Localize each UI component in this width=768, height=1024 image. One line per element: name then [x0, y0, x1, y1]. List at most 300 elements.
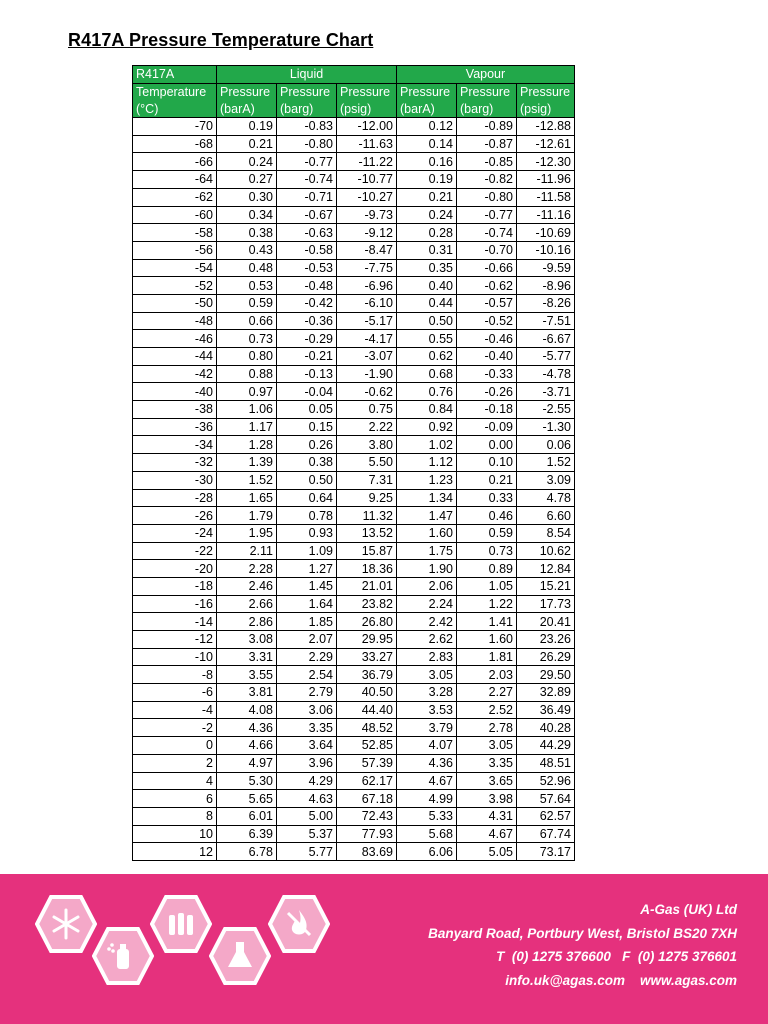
pressure-cell: 2.22	[337, 418, 397, 436]
pressure-cell: 26.80	[337, 613, 397, 631]
table-row	[133, 188, 575, 206]
pressure-cell: 2.78	[457, 719, 517, 737]
pressure-cell: 48.51	[517, 754, 575, 772]
company-contact	[428, 898, 737, 992]
temperature-cell: -36	[133, 418, 217, 436]
unit-header: (barA)	[397, 100, 457, 117]
table-row	[133, 241, 575, 259]
pressure-cell: 2.28	[217, 560, 277, 578]
pressure-cell: 7.31	[337, 471, 397, 489]
pressure-cell: -0.62	[457, 277, 517, 295]
pressure-cell: -9.73	[337, 206, 397, 224]
pressure-cell: 3.09	[517, 471, 575, 489]
pressure-cell: 0.05	[277, 401, 337, 419]
table-row	[133, 330, 575, 348]
pressure-cell: 77.93	[337, 825, 397, 843]
temperature-cell: -56	[133, 241, 217, 259]
pressure-cell: 10.62	[517, 542, 575, 560]
temperature-cell: -38	[133, 401, 217, 419]
pressure-cell: 2.66	[217, 595, 277, 613]
table-row	[133, 737, 575, 755]
pressure-cell: 0.92	[397, 418, 457, 436]
pressure-cell: 29.50	[517, 666, 575, 684]
pressure-cell: 3.31	[217, 648, 277, 666]
spray-can-icon	[92, 925, 154, 987]
pressure-cell: 0.89	[457, 560, 517, 578]
pressure-cell: 0.00	[457, 436, 517, 454]
pressure-cell: 0.40	[397, 277, 457, 295]
pressure-cell: 83.69	[337, 843, 397, 861]
pressure-cell: -0.36	[277, 312, 337, 330]
pressure-cell: 2.07	[277, 631, 337, 649]
pressure-cell: -0.48	[277, 277, 337, 295]
table-row	[133, 365, 575, 383]
pressure-cell: 0.30	[217, 188, 277, 206]
pressure-cell: -0.71	[277, 188, 337, 206]
temperature-cell: -18	[133, 577, 217, 595]
pressure-cell: 0.73	[457, 542, 517, 560]
pressure-cell: -12.61	[517, 135, 575, 153]
temperature-cell: -66	[133, 153, 217, 171]
temperature-cell: -58	[133, 224, 217, 242]
table-row	[133, 754, 575, 772]
pressure-cell: 2.54	[277, 666, 337, 684]
unit-header: (psig)	[517, 100, 575, 117]
pressure-cell: 36.79	[337, 666, 397, 684]
pressure-cell: 1.05	[457, 577, 517, 595]
table-row	[133, 418, 575, 436]
pressure-header: Pressure	[397, 83, 457, 100]
unit-header: (barg)	[457, 100, 517, 117]
pressure-cell: -11.16	[517, 206, 575, 224]
pressure-cell: -0.80	[277, 135, 337, 153]
pressure-cell: -0.87	[457, 135, 517, 153]
pressure-cell: -12.30	[517, 153, 575, 171]
pressure-cell: 1.90	[397, 560, 457, 578]
pressure-cell: 0.97	[217, 383, 277, 401]
temperature-cell: -62	[133, 188, 217, 206]
pressure-cell: 52.85	[337, 737, 397, 755]
pressure-cell: 5.33	[397, 807, 457, 825]
temperature-cell: -60	[133, 206, 217, 224]
pressure-cell: 21.01	[337, 577, 397, 595]
pressure-cell: -0.85	[457, 153, 517, 171]
table-row	[133, 471, 575, 489]
pressure-cell: 13.52	[337, 524, 397, 542]
pressure-cell: 3.05	[457, 737, 517, 755]
pressure-cell: 4.67	[397, 772, 457, 790]
temperature-cell: -48	[133, 312, 217, 330]
pressure-cell: 36.49	[517, 701, 575, 719]
pressure-cell: -10.77	[337, 171, 397, 189]
pressure-cell: -0.33	[457, 365, 517, 383]
unit-header: (psig)	[337, 100, 397, 117]
table-row	[133, 401, 575, 419]
company-name: A-Gas (UK) Ltd	[640, 902, 737, 917]
pressure-cell: -0.57	[457, 294, 517, 312]
table-row	[133, 135, 575, 153]
pressure-cell: 0.66	[217, 312, 277, 330]
table-row	[133, 843, 575, 861]
pressure-cell: -6.67	[517, 330, 575, 348]
pressure-cell: -3.07	[337, 348, 397, 366]
pressure-cell: 2.27	[457, 684, 517, 702]
pressure-cell: 3.53	[397, 701, 457, 719]
pressure-cell: 2.52	[457, 701, 517, 719]
pressure-cell: -12.88	[517, 118, 575, 136]
pressure-cell: -6.10	[337, 294, 397, 312]
pressure-cell: 0.27	[217, 171, 277, 189]
pressure-cell: -6.96	[337, 277, 397, 295]
pressure-cell: 0.73	[217, 330, 277, 348]
pressure-cell: -0.67	[277, 206, 337, 224]
pressure-cell: 0.59	[217, 294, 277, 312]
pressure-cell: 0.28	[397, 224, 457, 242]
fire-extinguisher-icon	[268, 893, 330, 955]
pressure-cell: 6.78	[217, 843, 277, 861]
temperature-cell: -42	[133, 365, 217, 383]
table-body	[133, 118, 575, 861]
pressure-cell: 3.08	[217, 631, 277, 649]
pressure-cell: 1.75	[397, 542, 457, 560]
pressure-cell: 0.75	[337, 401, 397, 419]
pressure-cell: 4.36	[397, 754, 457, 772]
pressure-cell: 1.34	[397, 489, 457, 507]
pressure-cell: 0.93	[277, 524, 337, 542]
pressure-cell: 1.47	[397, 507, 457, 525]
pressure-cell: 5.05	[457, 843, 517, 861]
pressure-cell: 12.84	[517, 560, 575, 578]
pressure-cell: -0.40	[457, 348, 517, 366]
pressure-cell: 0.46	[457, 507, 517, 525]
pressure-cell: 5.00	[277, 807, 337, 825]
pressure-cell: 4.67	[457, 825, 517, 843]
pressure-cell: 5.30	[217, 772, 277, 790]
table-row	[133, 666, 575, 684]
pressure-cell: 3.06	[277, 701, 337, 719]
pressure-cell: 1.39	[217, 454, 277, 472]
pressure-cell: -8.96	[517, 277, 575, 295]
pressure-cell: 3.35	[457, 754, 517, 772]
pressure-cell: 15.21	[517, 577, 575, 595]
pressure-cell: 3.98	[457, 790, 517, 808]
pressure-cell: -0.13	[277, 365, 337, 383]
pressure-cell: 3.79	[397, 719, 457, 737]
pressure-cell: 3.96	[277, 754, 337, 772]
pressure-cell: 0.78	[277, 507, 337, 525]
pressure-cell: 1.41	[457, 613, 517, 631]
pressure-cell: 4.08	[217, 701, 277, 719]
temperature-cell: 10	[133, 825, 217, 843]
pressure-cell: -0.89	[457, 118, 517, 136]
pressure-cell: 6.39	[217, 825, 277, 843]
pressure-cell: 57.39	[337, 754, 397, 772]
pressure-cell: 3.80	[337, 436, 397, 454]
table-row	[133, 454, 575, 472]
pressure-cell: 8.54	[517, 524, 575, 542]
pressure-cell: -10.27	[337, 188, 397, 206]
temperature-cell: -54	[133, 259, 217, 277]
pressure-cell: -0.63	[277, 224, 337, 242]
pressure-cell: 0.38	[217, 224, 277, 242]
pressure-cell: -3.71	[517, 383, 575, 401]
temperature-cell: -68	[133, 135, 217, 153]
pressure-cell: 2.86	[217, 613, 277, 631]
temperature-cell: -34	[133, 436, 217, 454]
pressure-cell: 1.23	[397, 471, 457, 489]
pressure-cell: 0.31	[397, 241, 457, 259]
pressure-header: Pressure	[337, 83, 397, 100]
pressure-cell: 48.52	[337, 719, 397, 737]
table-row	[133, 118, 575, 136]
pressure-cell: 0.12	[397, 118, 457, 136]
pressure-cell: 3.64	[277, 737, 337, 755]
pressure-cell: 0.14	[397, 135, 457, 153]
pressure-cell: 4.07	[397, 737, 457, 755]
temperature-cell: -14	[133, 613, 217, 631]
pressure-cell: 32.89	[517, 684, 575, 702]
table-row	[133, 595, 575, 613]
pressure-cell: -9.12	[337, 224, 397, 242]
pressure-cell: 2.83	[397, 648, 457, 666]
temperature-cell: -6	[133, 684, 217, 702]
pressure-cell: 1.17	[217, 418, 277, 436]
pressure-cell: 0.34	[217, 206, 277, 224]
pressure-cell: 3.28	[397, 684, 457, 702]
pressure-cell: 0.76	[397, 383, 457, 401]
temperature-cell: -10	[133, 648, 217, 666]
pressure-header: Pressure	[517, 83, 575, 100]
pressure-cell: 2.62	[397, 631, 457, 649]
temperature-cell: -20	[133, 560, 217, 578]
pressure-cell: 0.88	[217, 365, 277, 383]
pressure-cell: -0.82	[457, 171, 517, 189]
temperature-cell: -26	[133, 507, 217, 525]
table-row	[133, 277, 575, 295]
pressure-cell: 0.19	[217, 118, 277, 136]
pressure-header: Pressure	[217, 83, 277, 100]
pressure-cell: 57.64	[517, 790, 575, 808]
pressure-cell: 0.10	[457, 454, 517, 472]
pressure-cell: 0.21	[397, 188, 457, 206]
temperature-cell: -40	[133, 383, 217, 401]
pressure-cell: -5.17	[337, 312, 397, 330]
pressure-cell: 1.64	[277, 595, 337, 613]
pressure-cell: -0.09	[457, 418, 517, 436]
pressure-cell: 67.18	[337, 790, 397, 808]
pressure-cell: 0.68	[397, 365, 457, 383]
pressure-cell: 0.33	[457, 489, 517, 507]
pressure-cell: -0.66	[457, 259, 517, 277]
pressure-cell: 0.21	[217, 135, 277, 153]
table-row	[133, 542, 575, 560]
pressure-cell: 73.17	[517, 843, 575, 861]
pressure-cell: 4.66	[217, 737, 277, 755]
pressure-cell: 2.79	[277, 684, 337, 702]
table-row	[133, 825, 575, 843]
pressure-cell: -11.22	[337, 153, 397, 171]
pressure-cell: -0.83	[277, 118, 337, 136]
pressure-cell: 40.28	[517, 719, 575, 737]
pressure-cell: 0.16	[397, 153, 457, 171]
pressure-cell: 0.64	[277, 489, 337, 507]
temperature-cell: 8	[133, 807, 217, 825]
pressure-cell: 44.40	[337, 701, 397, 719]
company-phone: T (0) 1275 376600 F (0) 1275 376601	[496, 949, 737, 964]
pressure-cell: 4.97	[217, 754, 277, 772]
pressure-cell: 6.60	[517, 507, 575, 525]
pressure-cell: 2.11	[217, 542, 277, 560]
pressure-cell: 0.38	[277, 454, 337, 472]
table-row	[133, 153, 575, 171]
table-row	[133, 577, 575, 595]
pressure-cell: 40.50	[337, 684, 397, 702]
pressure-cell: 9.25	[337, 489, 397, 507]
temperature-cell: -32	[133, 454, 217, 472]
temperature-cell: -50	[133, 294, 217, 312]
pressure-cell: -4.17	[337, 330, 397, 348]
pressure-cell: 0.24	[397, 206, 457, 224]
pressure-cell: -0.18	[457, 401, 517, 419]
pressure-temperature-table	[132, 65, 575, 861]
pressure-cell: 0.84	[397, 401, 457, 419]
table-row	[133, 312, 575, 330]
pressure-cell: 3.65	[457, 772, 517, 790]
pressure-cell: 3.81	[217, 684, 277, 702]
table-row	[133, 259, 575, 277]
unit-header: (barA)	[217, 100, 277, 117]
table-row	[133, 631, 575, 649]
pressure-cell: 0.44	[397, 294, 457, 312]
pressure-cell: -0.62	[337, 383, 397, 401]
pressure-cell: 4.99	[397, 790, 457, 808]
pressure-cell: -7.51	[517, 312, 575, 330]
pressure-cell: -0.46	[457, 330, 517, 348]
temperature-cell: -30	[133, 471, 217, 489]
pressure-header: Pressure	[457, 83, 517, 100]
pressure-cell: 15.87	[337, 542, 397, 560]
temperature-cell: -52	[133, 277, 217, 295]
pressure-cell: 2.42	[397, 613, 457, 631]
table-row	[133, 807, 575, 825]
unit-header: (barg)	[277, 100, 337, 117]
table-row	[133, 294, 575, 312]
temperature-cell: -70	[133, 118, 217, 136]
pressure-cell: -0.77	[277, 153, 337, 171]
table-row	[133, 719, 575, 737]
pressure-cell: 67.74	[517, 825, 575, 843]
table-row	[133, 171, 575, 189]
temperature-cell: -28	[133, 489, 217, 507]
pressure-cell: -4.78	[517, 365, 575, 383]
pressure-cell: 0.35	[397, 259, 457, 277]
table-row	[133, 436, 575, 454]
pressure-cell: -10.16	[517, 241, 575, 259]
temperature-cell: -8	[133, 666, 217, 684]
table-row	[133, 348, 575, 366]
pressure-cell: -1.90	[337, 365, 397, 383]
pressure-cell: 3.35	[277, 719, 337, 737]
table-row	[133, 524, 575, 542]
liquid-group-header: Liquid	[217, 66, 397, 84]
pressure-cell: 0.48	[217, 259, 277, 277]
temperature-cell: -64	[133, 171, 217, 189]
table-row	[133, 684, 575, 702]
temperature-cell: 6	[133, 790, 217, 808]
pressure-cell: 1.60	[457, 631, 517, 649]
pressure-cell: 2.29	[277, 648, 337, 666]
pressure-cell: 52.96	[517, 772, 575, 790]
pressure-cell: 0.55	[397, 330, 457, 348]
pressure-cell: 0.62	[397, 348, 457, 366]
temperature-header: Temperature	[133, 83, 217, 100]
table-row	[133, 383, 575, 401]
pressure-cell: 1.52	[217, 471, 277, 489]
pressure-cell: 4.36	[217, 719, 277, 737]
pressure-cell: 1.85	[277, 613, 337, 631]
pressure-cell: 1.45	[277, 577, 337, 595]
pressure-cell: 62.57	[517, 807, 575, 825]
pressure-cell: 1.27	[277, 560, 337, 578]
table-row	[133, 648, 575, 666]
pressure-cell: 44.29	[517, 737, 575, 755]
temperature-cell: -12	[133, 631, 217, 649]
temperature-cell: -4	[133, 701, 217, 719]
pressure-cell: 23.82	[337, 595, 397, 613]
pressure-cell: 26.29	[517, 648, 575, 666]
pressure-cell: 1.81	[457, 648, 517, 666]
temperature-unit-header: (°C)	[133, 100, 217, 117]
pressure-cell: -11.58	[517, 188, 575, 206]
temperature-cell: 12	[133, 843, 217, 861]
pressure-cell: 2.06	[397, 577, 457, 595]
pressure-cell: -10.69	[517, 224, 575, 242]
pressure-cell: -0.04	[277, 383, 337, 401]
pressure-cell: 0.80	[217, 348, 277, 366]
table-row	[133, 701, 575, 719]
temperature-cell: 2	[133, 754, 217, 772]
pressure-cell: -0.29	[277, 330, 337, 348]
pressure-cell: 4.63	[277, 790, 337, 808]
pressure-cell: -9.59	[517, 259, 575, 277]
pressure-cell: 0.53	[217, 277, 277, 295]
pressure-cell: -11.96	[517, 171, 575, 189]
pressure-cell: 0.50	[277, 471, 337, 489]
pressure-cell: -2.55	[517, 401, 575, 419]
pressure-cell: 3.55	[217, 666, 277, 684]
pressure-cell: -0.26	[457, 383, 517, 401]
snowflake-icon	[35, 893, 97, 955]
pressure-cell: 0.50	[397, 312, 457, 330]
pressure-cell: 23.26	[517, 631, 575, 649]
company-web: info.uk@agas.com www.agas.com	[505, 972, 737, 988]
pressure-cell: 6.06	[397, 843, 457, 861]
temperature-cell: 0	[133, 737, 217, 755]
temperature-cell: -46	[133, 330, 217, 348]
pressure-header: Pressure	[277, 83, 337, 100]
temperature-cell: -22	[133, 542, 217, 560]
pressure-cell: 1.12	[397, 454, 457, 472]
pressure-cell: 33.27	[337, 648, 397, 666]
pressure-cell: 4.29	[277, 772, 337, 790]
temperature-cell: -2	[133, 719, 217, 737]
table-row	[133, 224, 575, 242]
pressure-cell: 0.06	[517, 436, 575, 454]
pressure-cell: 11.32	[337, 507, 397, 525]
table-row	[133, 790, 575, 808]
pressure-cell: -0.58	[277, 241, 337, 259]
pressure-cell: 0.19	[397, 171, 457, 189]
